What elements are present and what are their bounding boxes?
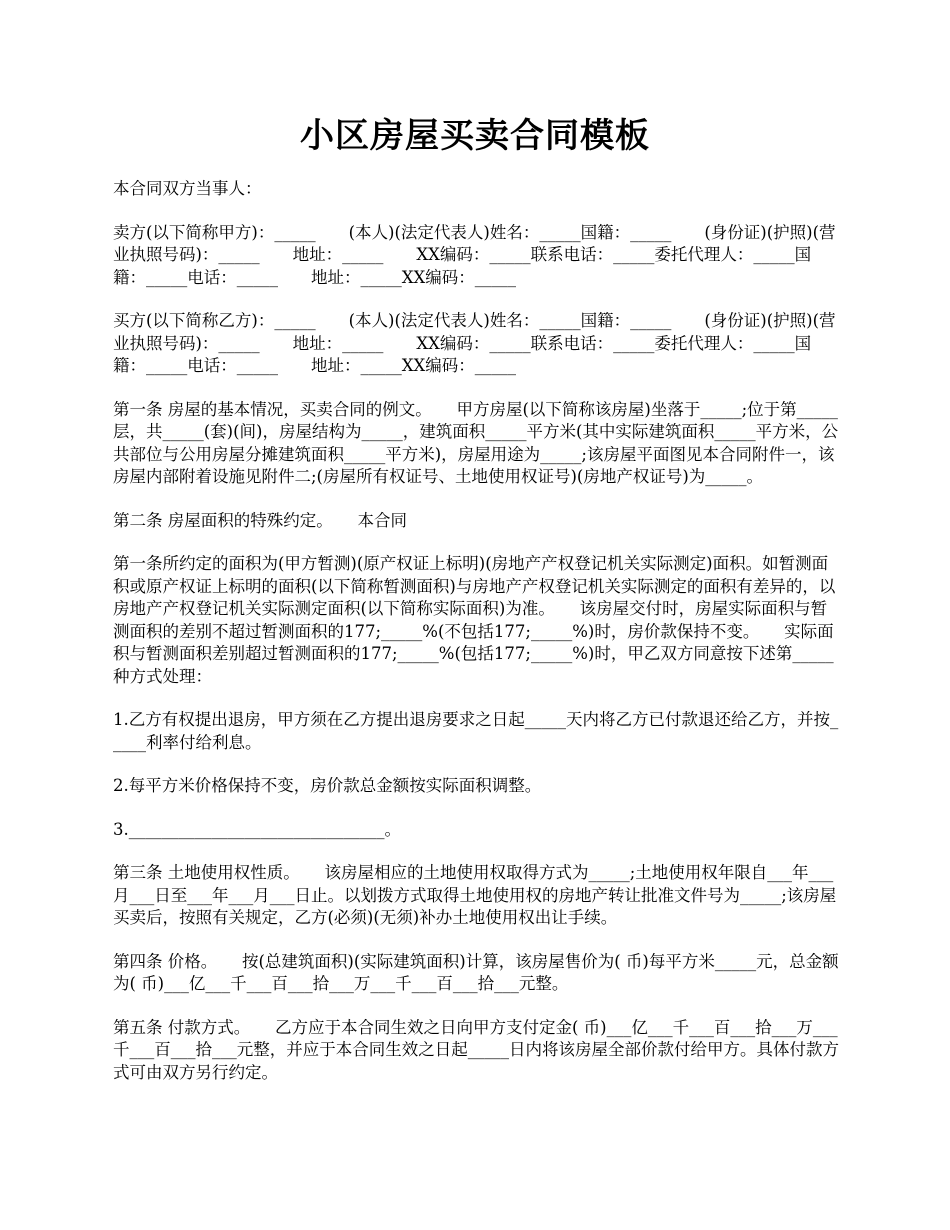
paragraph-parties-intro: 本合同双方当事人： xyxy=(113,179,262,198)
paragraph-article-3: 第三条 土地使用权性质。 该房屋相应的土地使用权取得方式为_____;土地使用权年限自___年___月___日至___年___月___日止。以划拨方式取得土地使用权的房地产转让批准文件号为_____;该房屋买卖后，按照有关规定，乙方(必须)(无须)补办土地使用权出让手续。 xyxy=(113,863,837,927)
paragraph-article-2: 第二条 房屋面积的特殊约定。 本合同 xyxy=(113,510,407,530)
paragraph-buyer-info: 买方(以下简称乙方)：_____ (本人)(法定代表人)姓名：_____国籍：_____ (身份证)(护照)(营业执照号码)：_____ 地址：_____ XX编码：_____联系电话：_____委托代理人：_____国籍：_____电话：_____ 地址：_____XX编码：_____ xyxy=(113,311,836,375)
paragraph-article-1: 第一条 房屋的基本情况，买卖合同的例文。 甲方房屋(以下简称该房屋)坐落于_____;位于第_____层，共_____(套)(间)，房屋结构为_____，建筑面积_____平方米(其中实际建筑面积_____平方米，公共部位与公用房屋分摊建筑面积_____平方米)，房屋用途为_____;该房屋平面图见本合同附件一，该房屋内部附着设施见附件二;(房屋所有权证号、土地使用权证号)(房地产权证号)为_____。 xyxy=(113,399,839,486)
paragraph-seller-info: 卖方(以下简称甲方)：_____ (本人)(法定代表人)姓名：_____国籍：_____ (身份证)(护照)(营业执照号码)：_____ 地址：_____ XX编码：_____联系电话：_____委托代理人：_____国籍：_____电话：_____ 地址：_____XX编码：_____ xyxy=(113,222,836,287)
paragraph-article-5: 第五条 付款方式。 乙方应于本合同生效之日向甲方支付定金( 币)___亿___千___百___拾___万___千___百___拾___元整，并应于本合同生效之日起_____日内将该房屋全部价款付给甲方。具体付款方式可由双方另行约定。 xyxy=(113,1017,839,1082)
paragraph-option-1: 1.乙方有权提出退房，甲方须在乙方提出退房要求之日起_____天内将乙方已付款退还给乙方，并按_____利率付给利息。 xyxy=(113,710,839,752)
document-title: 小区房屋买卖合同模板 xyxy=(300,116,650,156)
paragraph-area-terms: 第一条所约定的面积为(甲方暂测)(原产权证上标明)(房地产产权登记机关实际测定)面积。如暂测面积或原产权证上标明的面积(以下简称暂测面积)与房地产产权登记机关实际测定的面积有差异的，以房地产产权登记机关实际测定面积(以下简称实际面积)为准。 该房屋交付时，房屋实际面积与暂测面积的差别不超过暂测面积的177;_____%(不包括177;_____%)时，房价款保持不变。 实际面积与暂测面积差别超过暂测面积的177;_____%(包括177;_____%)时，甲乙双方同意按下述第_____种方式处理： xyxy=(113,554,836,686)
document-body xyxy=(113,178,843,1105)
paragraph-article-4: 第四条 价格。 按(总建筑面积)(实际建筑面积)计算，该房屋售价为( 币)每平方米_____元，总金额为( 币)___亿___千___百___拾___万___千___百___拾___元整。 xyxy=(113,951,839,993)
paragraph-option-2: 2.每平方米价格保持不变，房价款总金额按实际面积调整。 xyxy=(113,776,542,795)
paragraph-option-3: 3._______________________________。 xyxy=(113,819,401,839)
